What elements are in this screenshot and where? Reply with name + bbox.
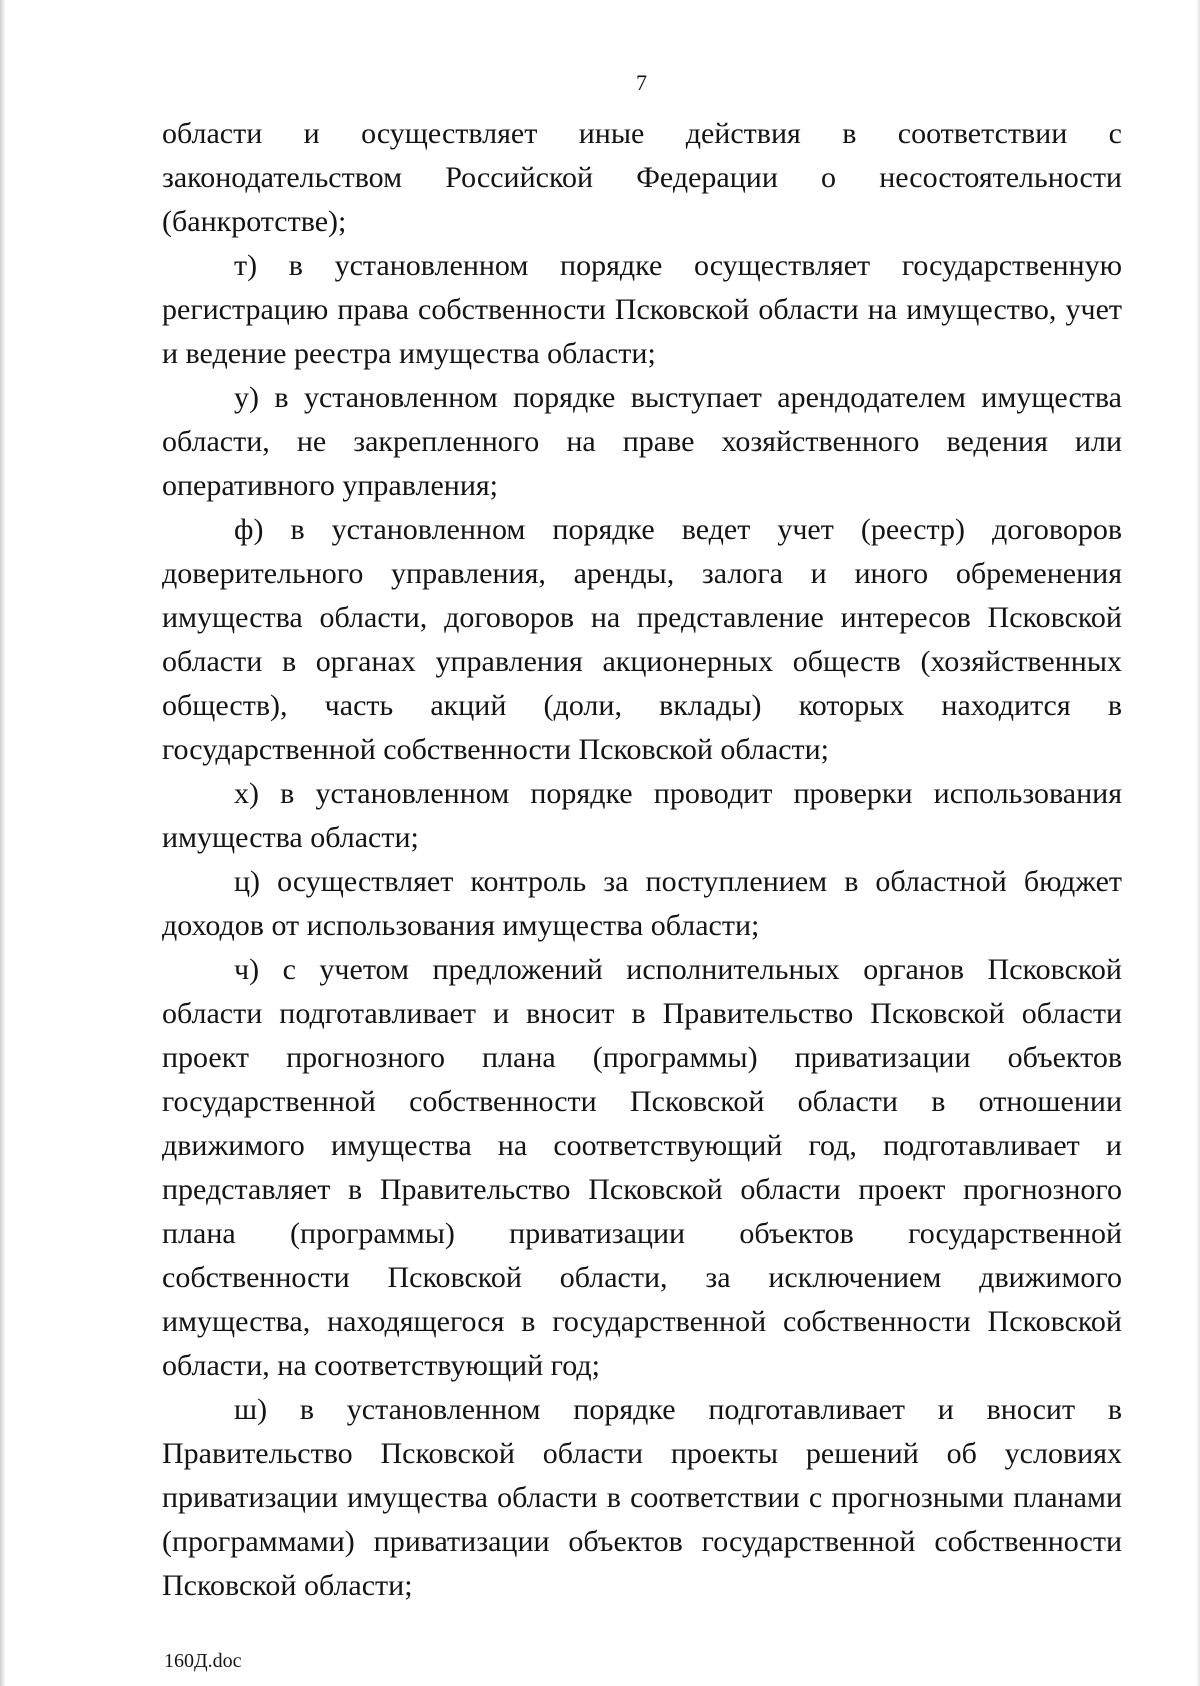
paragraph-item-t: т) в установленном порядке осуществляет государственную регистрацию права собственности Псковской области на имущество, учет и ведение реестра имущества области; [162,249,1122,370]
paragraph-item-sh: ш) в установленном порядке подготавливает и вносит в Правительство Псковской области проекты решений об условиях приватизации имущества области в соответствии с прогнозными планами (программами) приватизации объектов государственной собственности Псковской области; [162,1393,1122,1602]
paragraph-item-f: ф) в установленном порядке ведет учет (реестр) договоров доверительного управления, аренды, залога и иного обременения имущества области, договоров на представление интересов Псковской области в органах управления акционерных обществ (хозяйственных обществ), часть акций (доли, вклады) которых находится в государственной собственности Псковской области; [162,513,1122,766]
paragraph-item-u: у) в установленном порядке выступает арендодателем имущества области, не закрепленного на праве хозяйственного ведения или оперативного управления; [162,381,1122,502]
scan-edge-left [0,0,6,1686]
paragraph-item-kh: х) в установленном порядке проводит проверки использования имущества области; [162,777,1122,854]
paragraph-item-ch: ч) с учетом предложений исполнительных органов Псковской области подготавливает и вносит в Правительство Псковской области проект прогнозного плана (программы) приватизации объектов государственной собственности Псковской области в отношении движимого имущества на соответствующий год, подготавливает и представляет в Правительство Псковской области проект прогнозного плана (программы) приватизации объектов государственной собственности Псковской области, за исключением движимого имущества, находящегося в государственной собственности Псковской области, на соответствующий год; [162,953,1122,1382]
document-body [162,112,1122,1608]
page-number: 7 [636,70,647,95]
paragraph-item-ts: ц) осуществляет контроль за поступлением в областной бюджет доходов от использования имущества области; [162,865,1122,942]
scan-edge-right [1196,0,1200,1686]
footer-doc-name: 160Д.doc [164,1650,242,1672]
paragraph-continuation: области и осуществляет иные действия в соответствии с законодательством Российской Федерации о несостоятельности (банкротстве); [162,117,1122,238]
